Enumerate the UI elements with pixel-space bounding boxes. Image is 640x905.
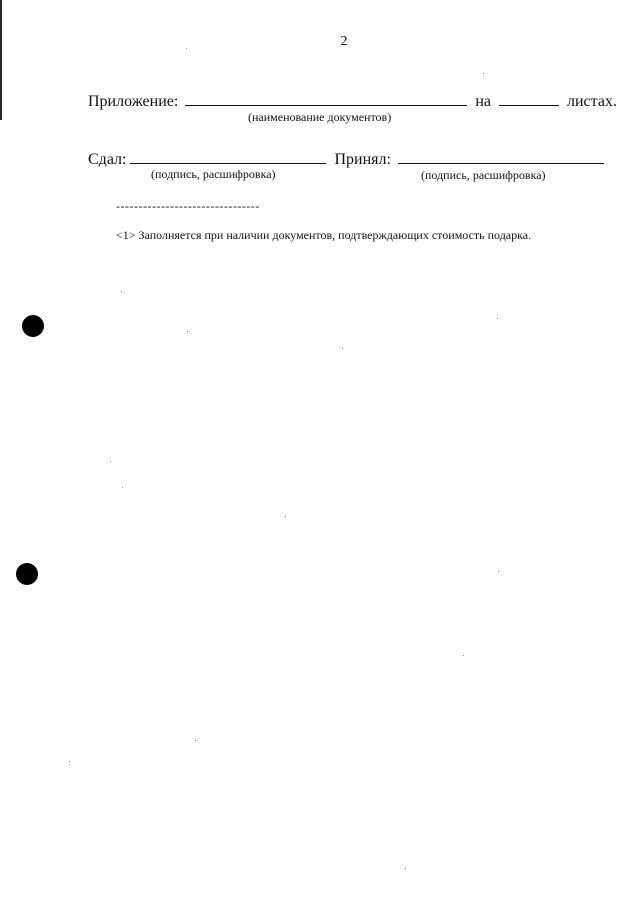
attachment-caption: (наименование документов) (248, 110, 392, 124)
scan-speck (122, 487, 123, 488)
received-caption: (подпись, расшифровка) (421, 168, 546, 182)
scan-speck (195, 740, 196, 741)
received-label: Принял: (334, 151, 391, 168)
scan-speck (110, 461, 111, 462)
attachment-row (88, 91, 617, 111)
gave-label: Сдал: (88, 151, 127, 168)
scan-speck (483, 73, 484, 74)
footnote-text: <1> Заполняется при наличии документов, подтверждающих стоимость подарка. (116, 228, 532, 242)
scan-page-edge (0, 0, 2, 120)
scan-speck (121, 291, 122, 292)
scan-speck (69, 761, 70, 762)
attachment-sheets-label: листах. (567, 93, 617, 110)
footnote-separator: -------------------------------- (116, 199, 260, 213)
attachment-sheets-count-line (499, 91, 559, 106)
scan-speck (342, 348, 343, 349)
gave-caption: (подпись, расшифровка) (151, 167, 276, 181)
attachment-label: Приложение: (88, 93, 179, 110)
punch-hole-top (22, 315, 44, 337)
scan-speck (405, 868, 406, 869)
scan-speck (285, 516, 286, 517)
handover-row (88, 149, 604, 169)
gave-signature-line (130, 149, 326, 164)
scan-speck (463, 655, 464, 656)
received-signature-line (398, 149, 604, 164)
scan-speck (186, 48, 187, 49)
scan-speck (187, 331, 188, 332)
punch-hole-bottom (16, 563, 38, 585)
scan-speck (497, 318, 498, 319)
page-number: 2 (340, 34, 348, 49)
attachment-documents-line (185, 91, 467, 106)
attachment-na-label: на (475, 93, 491, 110)
scan-speck (498, 571, 499, 572)
